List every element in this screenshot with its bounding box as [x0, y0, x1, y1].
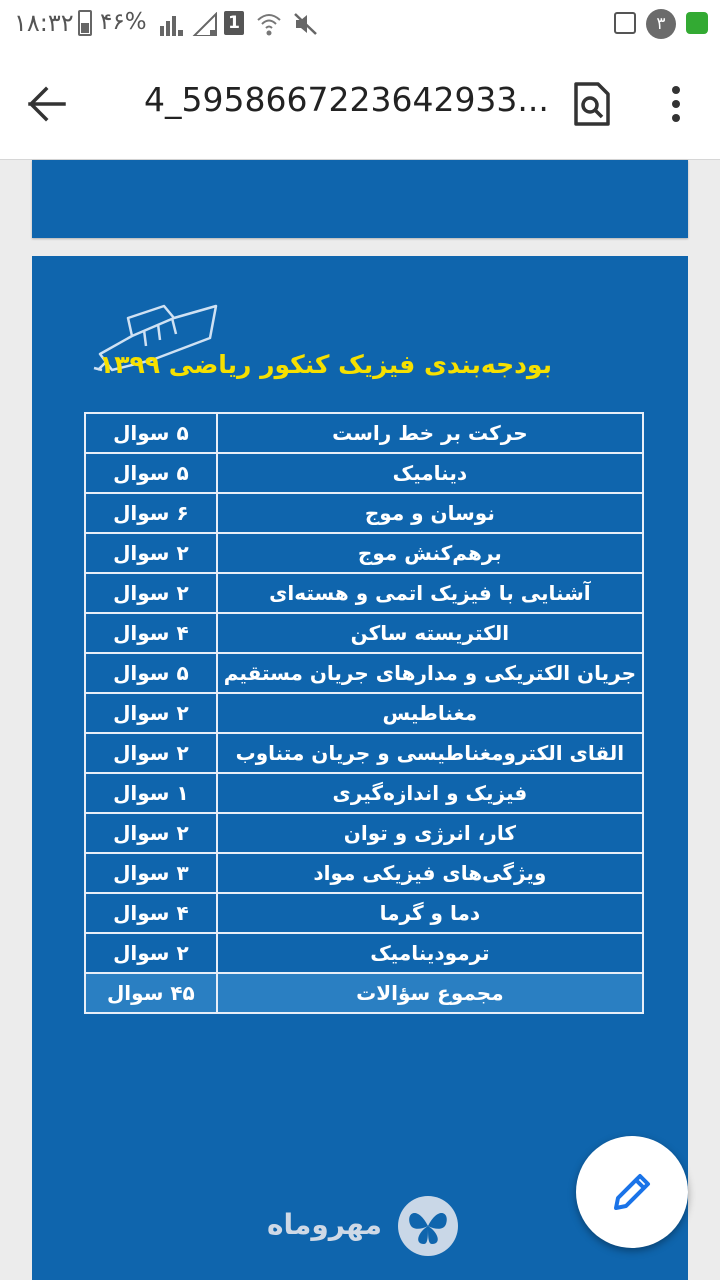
- question-count-cell: ۱ سوال: [85, 773, 217, 813]
- mute-icon: [292, 12, 318, 36]
- question-count-cell: ۵ سوال: [85, 453, 217, 493]
- table-row: [85, 853, 643, 893]
- gallery-notification-icon: [614, 12, 636, 34]
- question-count-cell: ۲ سوال: [85, 933, 217, 973]
- question-count-cell: ۴ سوال: [85, 893, 217, 933]
- topic-cell: ویژگی‌های فیزیکی مواد: [217, 853, 643, 893]
- topic-cell: مجموع سؤالات: [217, 973, 643, 1013]
- table-row: [85, 933, 643, 973]
- topic-cell: دینامیک: [217, 453, 643, 493]
- arrow-back-icon[interactable]: [28, 86, 68, 122]
- document-filename: 4_5958667223642933...: [144, 80, 549, 119]
- topic-cell: فیزیک و اندازه‌گیری: [217, 773, 643, 813]
- topic-cell: مغناطیس: [217, 693, 643, 733]
- table-row: [85, 893, 643, 933]
- question-count-cell: ۳ سوال: [85, 853, 217, 893]
- budget-table: [84, 412, 644, 1014]
- edit-fab-button[interactable]: [576, 1136, 688, 1248]
- question-count-cell: ۲ سوال: [85, 573, 217, 613]
- topic-cell: جریان الکتریکی و مدارهای جریان مستقیم: [217, 653, 643, 693]
- table-row: [85, 733, 643, 773]
- question-count-cell: ۴ سوال: [85, 613, 217, 653]
- topic-cell: آشنایی با فیزیک اتمی و هسته‌ای: [217, 573, 643, 613]
- signal-icon: [158, 12, 184, 36]
- mehromah-logo: [268, 1196, 458, 1256]
- question-count-cell: ۵ سوال: [85, 653, 217, 693]
- document-page-previous: [32, 160, 688, 238]
- topic-cell: حرکت بر خط راست: [217, 413, 643, 453]
- table-row: [85, 413, 643, 453]
- table-row: [85, 613, 643, 653]
- question-count-cell: ۲ سوال: [85, 533, 217, 573]
- table-row: [85, 773, 643, 813]
- topic-cell: کار، انرژی و توان: [217, 813, 643, 853]
- question-count-cell: ۲ سوال: [85, 733, 217, 773]
- more-vert-icon[interactable]: [662, 82, 690, 126]
- question-count-cell: ۵ سوال: [85, 413, 217, 453]
- table-row: [85, 453, 643, 493]
- topic-cell: برهم‌کنش موج: [217, 533, 643, 573]
- app-notification-icon: [686, 12, 708, 34]
- topic-cell: نوسان و موج: [217, 493, 643, 533]
- table-row: [85, 493, 643, 533]
- battery-icon: [78, 10, 92, 36]
- status-time: ۱۸:۳۲: [14, 9, 74, 37]
- logo-text: مهروماه: [266, 1208, 382, 1241]
- table-row: [85, 533, 643, 573]
- topic-cell: القای الکترومغناطیسی و جریان متناوب: [217, 733, 643, 773]
- topic-cell: دما و گرما: [217, 893, 643, 933]
- notification-count-badge: ۳: [646, 9, 676, 39]
- pencil-icon: [610, 1170, 654, 1214]
- battery-percent: ۴۶%: [100, 9, 147, 35]
- signal-outline-icon: [192, 12, 218, 36]
- topic-cell: الکتریسته ساکن: [217, 613, 643, 653]
- topic-cell: ترمودینامیک: [217, 933, 643, 973]
- table-total-row: [85, 973, 643, 1013]
- document-page: [32, 256, 688, 1280]
- document-title: بودجه‌بندی فیزیک کنکور ریاضی ۱۳۹۹: [99, 350, 552, 379]
- table-row: [85, 653, 643, 693]
- question-count-cell: ۶ سوال: [85, 493, 217, 533]
- sim-number-badge: 1: [224, 11, 244, 35]
- question-count-cell: ۴۵ سوال: [85, 973, 217, 1013]
- find-in-page-icon[interactable]: [572, 82, 612, 126]
- wifi-icon: [256, 12, 282, 36]
- table-row: [85, 693, 643, 733]
- question-count-cell: ۲ سوال: [85, 693, 217, 733]
- table-row: [85, 573, 643, 613]
- butterfly-logo-icon: [398, 1196, 458, 1256]
- app-toolbar: [0, 48, 720, 160]
- table-row: [85, 813, 643, 853]
- status-bar: [0, 0, 720, 48]
- question-count-cell: ۲ سوال: [85, 813, 217, 853]
